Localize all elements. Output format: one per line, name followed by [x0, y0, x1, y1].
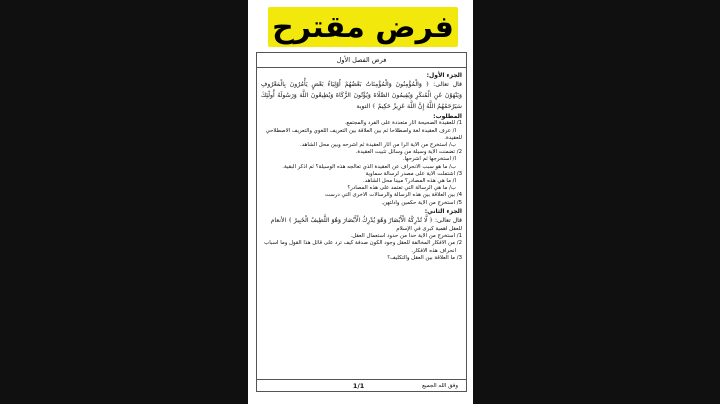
task-line: 3/ اشتملت الآية على مصدر لرسالة سماوية	[365, 170, 462, 177]
task-line: 4/ بين العلاقة بين هذه الرسالة والرسالات الأخرى التي درست	[324, 192, 462, 199]
footer-greeting: وفق الله الجميع	[422, 382, 458, 389]
document-header: فرض الفصل الأول	[257, 53, 466, 68]
right-backdrop	[473, 0, 720, 404]
task-line: أ/ ما هي هذه المصادر؟ مبينا محل الشاهد.	[363, 178, 456, 185]
page-number: 1/1	[352, 381, 365, 390]
task-line: للعقيدة.	[444, 134, 462, 141]
task-line: ب/ استخرج من الآية أثرا من آثار العقيدة ثم اشرحه وبين محل الشاهد.	[300, 142, 456, 149]
task-line: 2/ من الأفكار المخالفة للعقل وجود الكون صدفة كيف ترد على قائل هذا القول وما أسباب	[264, 240, 462, 247]
document-footer	[257, 379, 466, 391]
video-frame	[248, 0, 473, 404]
task-line: أ/ عرف العقيدة لغة واصطلاحا ثم بين العلاقة بين التعريف اللغوي والتعريف الاصطلاحي	[265, 127, 456, 134]
task-line: 1/ استخرج من الآية حدا من حدود استعمال العقل.	[350, 233, 462, 240]
task-line: أ/ استخرجها ثم اشرحها.	[402, 156, 456, 163]
verse-two: قال تعالى: ﴿ لَّا تُدْرِكُهُ الْأَبْصَارُ وَهُوَ يُدْرِكُ الْأَبْصَارَ وَهُوَ اللَّطِيفُ الْخَبِيرُ ﴾ الأنعام	[270, 217, 462, 225]
left-backdrop	[0, 0, 248, 404]
task-line: انحراف هذه الأفكار.	[411, 247, 456, 254]
verse-one: قال تعالى: ﴿ وَالْمُؤْمِنُونَ وَالْمُؤْمِنَاتُ بَعْضُهُمْ أَوْلِيَاءُ بَعْضٍ يَأْمُرُونَ بِالْمَعْرُوفِ وَيَنْهَوْنَ عَنِ الْمُنكَرِ وَيُقِيمُونَ الصَّلَاةَ وَيُؤْتُونَ الزَّكَاةَ وَيُطِيعُونَ اللَّهَ وَرَسُولَهُ أُولَٰئِكَ سَيَرْحَمُهُمُ اللَّهُ إِنَّ اللَّهَ عَزِيزٌ حَكِيمٌ ﴾ التوبة	[261, 81, 462, 111]
task-line: 3/ ما العلاقة بين العقل والتكليف؟	[387, 254, 462, 261]
task-line: ب/ ما هي الرسالة التي تعتمد على هذه المصادر؟	[347, 185, 456, 192]
task-line: 2/ تضمنت الآية وسيلة من وسائل تثبيت العقيدة.	[355, 149, 462, 156]
task-line: 5/ استخرج من الآية حكمين وادلتهن.	[381, 199, 462, 206]
part-two-title: الجزء الثاني:	[424, 207, 462, 215]
part-one-title: الجزء الأول:	[426, 72, 462, 79]
title-banner: فرض مقترح	[268, 7, 458, 47]
exam-document	[256, 52, 467, 392]
task-line: للعقل أهمية كبرى في الإسلام	[396, 226, 462, 233]
task-line: ب/ ما هو سبب الانحراف عن العقيدة الذي تعالجه هذه الوسيلة؟ ثم اذكر البقية.	[282, 163, 456, 170]
task-line: 1/ للعقيدة الصحيحة آثار متعددة على الفرد والمجتمع.	[344, 120, 462, 127]
tasks-title: المطلوب:	[433, 113, 462, 121]
document-body	[257, 68, 466, 262]
